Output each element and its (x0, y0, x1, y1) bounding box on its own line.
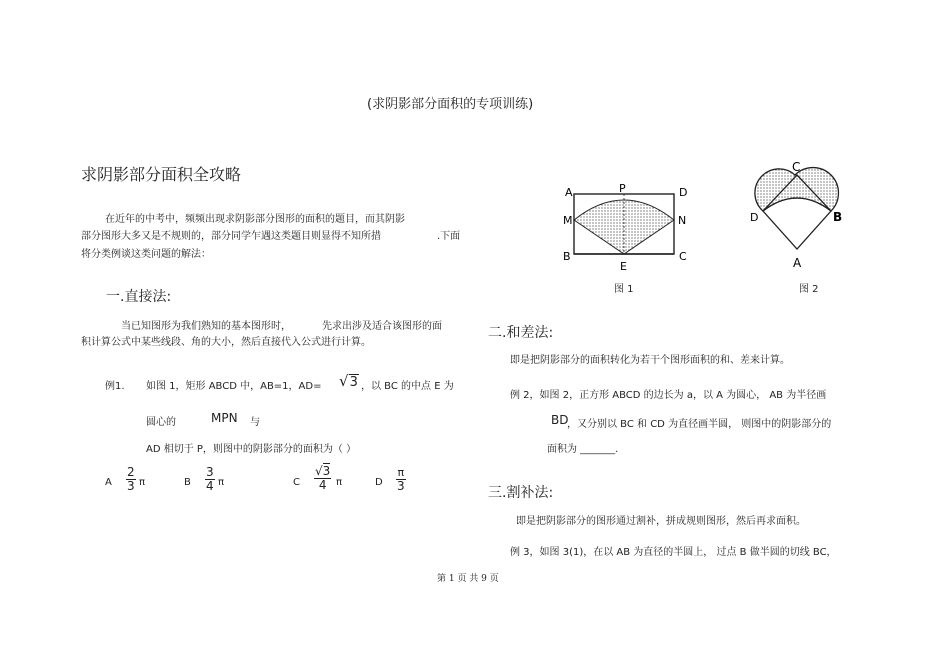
example-1-line-3: AD 相切于 P，则图中的阴影部分的面积为（ ） (146, 444, 357, 455)
option-a-fraction: 2 3 (127, 465, 135, 493)
option-c-fraction: √3 4 (315, 464, 331, 492)
section-2-desc: 即是把阴影部分的面积转化为若干个图形面积的和、差来计算。 (510, 355, 790, 366)
option-d-letter: D (375, 477, 383, 488)
option-b-pi: π (218, 477, 225, 488)
figure-2-diagram (745, 157, 855, 275)
fig1-label-n: N (678, 214, 687, 227)
arc-mpn-text: MPN (211, 411, 238, 425)
intro-line-1: 在近年的中考中，频频出现求阴影部分图形的面积的题目，而其阴影 (105, 214, 405, 225)
figure-1-diagram (556, 180, 696, 275)
option-c-sqrt: √3 (315, 464, 331, 478)
section-2-title: 二.和差法: (488, 325, 554, 341)
intro-line-2: 部分图形大多又是不规则的，部分同学乍遇这类题目则显得不知所措 (81, 231, 381, 242)
fig2-label-a: A (793, 256, 802, 270)
option-c-letter: C (293, 477, 300, 488)
option-b-letter: B (184, 477, 191, 488)
section-3-title: 三.割补法: (488, 485, 554, 501)
fig2-label-c: C (792, 160, 801, 174)
document-title: (求阴影部分面积的专项训练) (367, 97, 534, 112)
example-1-line-2c: 与 (250, 417, 260, 428)
example-3-line-1: 例 3，如图 3(1)，在以 AB 为直径的半圆上， 过点 B 做半圆的切线 BC， (510, 547, 837, 558)
fig1-label-c: C (679, 250, 687, 263)
figure-2-caption: 图 2 (799, 284, 819, 295)
intro-line-2-end: .下面 (437, 231, 461, 242)
option-b-fraction: 3 4 (206, 465, 214, 493)
section-1-desc-b: 先求出涉及适合该图形的面 (322, 321, 442, 332)
arc-bd-label: BD (551, 413, 569, 427)
intro-line-3: 将分类例谈这类问题的解法： (81, 249, 211, 260)
section-1-desc-a: 当已知图形为我们熟知的基本图形时， (121, 321, 291, 332)
option-a-letter: A (105, 477, 112, 488)
section-3-desc: 即是把阴影部分的图形通过割补，拼成规则图形，然后再求面积。 (516, 516, 806, 527)
page-footer: 第 1 页 共 9 页 (437, 574, 499, 584)
fig2-label-b: B (833, 210, 843, 224)
fig1-label-m: M (563, 214, 573, 227)
fig1-label-a: A (565, 186, 573, 199)
fig2-label-d: D (750, 211, 759, 224)
example-1-label: 例1. (105, 381, 125, 392)
option-a-pi: π (139, 477, 146, 488)
example-1-line-2a: 圆心的 (146, 417, 176, 428)
sqrt-radicand: 3 (349, 375, 358, 390)
fig1-label-b: B (563, 250, 571, 263)
example-1-line-1a: 如图 1，矩形 ABCD 中，AB=1，AD= (146, 381, 322, 392)
shaded-heart-region (755, 168, 839, 211)
fig1-label-p: P (619, 182, 626, 195)
figure-1-caption: 图 1 (614, 284, 634, 295)
section-1-title: 一.直接法: (106, 289, 172, 305)
section-1-desc-c: 积计算公式中某些线段、角的大小，然后直接代入公式进行计算。 (81, 337, 371, 348)
fig1-label-d: D (679, 186, 688, 199)
example-2-line-1: 例 2，如图 2，正方形 ABCD 的边长为 a，以 A 为圆心， AB 为半径画 (510, 390, 827, 401)
arc-mpn-label (211, 411, 238, 425)
example-1-line-1b: ，以 BC 的中点 E 为 (361, 381, 454, 392)
option-d-fraction: π 3 (397, 466, 405, 493)
example-2-line-2: ，又分别以 BC 和 CD 为直径画半圆， 则图中的阴影部分的 (567, 419, 832, 430)
example-2-line-3: 面积为 _______. (547, 444, 619, 455)
fig1-label-e: E (620, 260, 627, 273)
example-1-sqrt: √3 (339, 372, 358, 390)
main-heading: 求阴影部分面积全攻略 (81, 165, 242, 184)
option-c-pi: π (336, 477, 343, 488)
